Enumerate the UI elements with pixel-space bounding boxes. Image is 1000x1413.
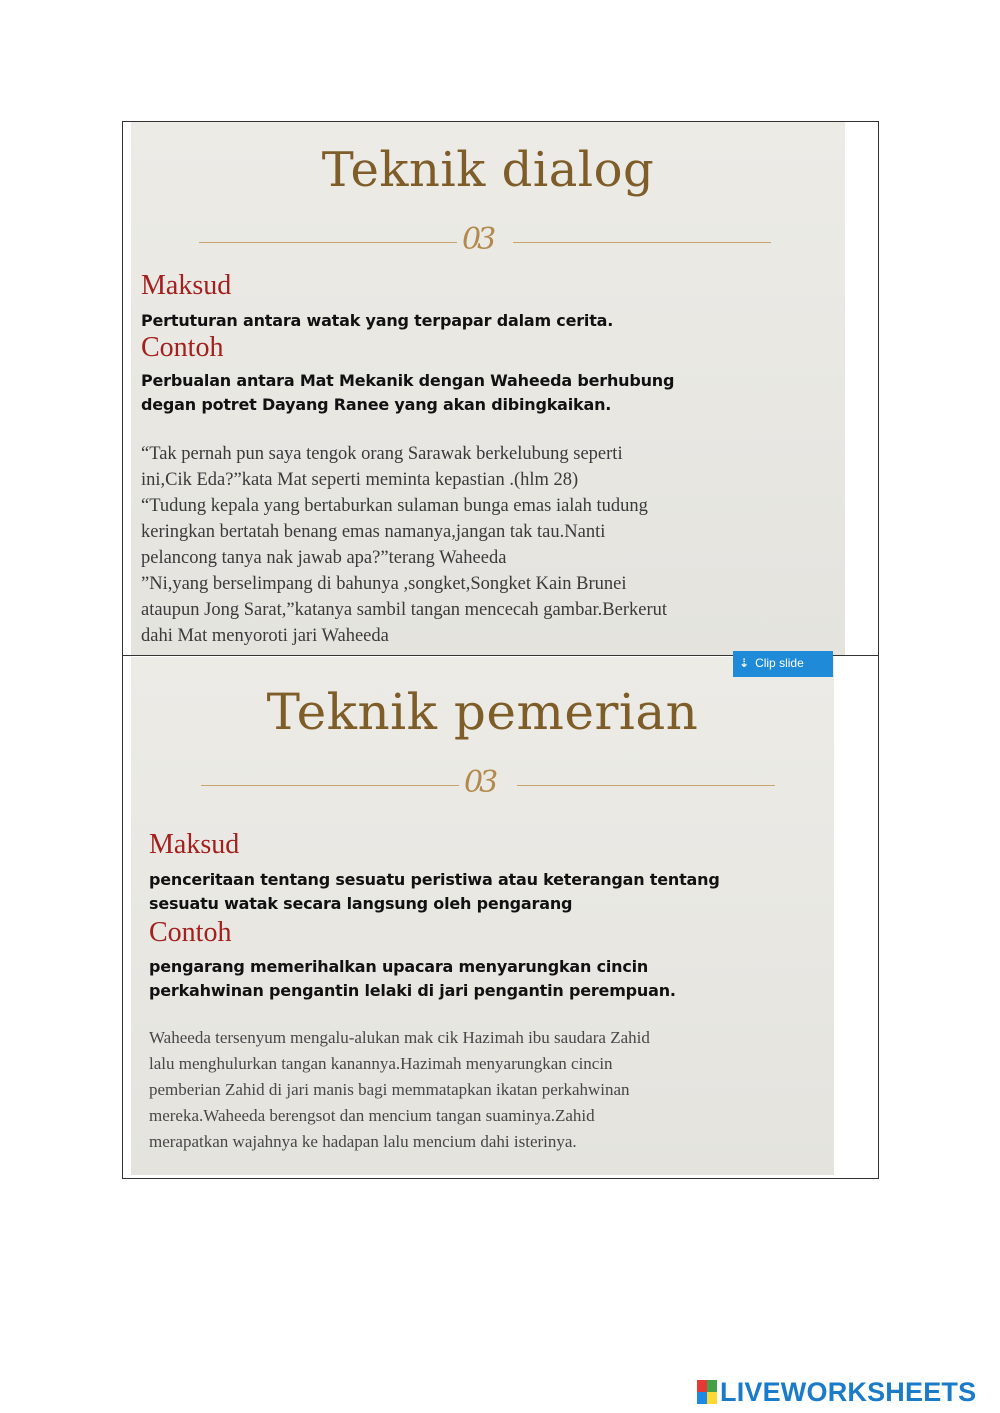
liveworksheets-logo-icon: [697, 1380, 717, 1404]
flourish-icon: 03: [464, 765, 495, 800]
contoh-heading: Contoh: [149, 917, 232, 948]
contoh-heading: Contoh: [141, 332, 224, 363]
liveworksheets-brand[interactable]: [697, 1377, 976, 1407]
ornament-divider: [201, 765, 775, 801]
maksud-heading: Maksud: [141, 270, 232, 301]
maksud-text: penceritaan tentang sesuatu peristiwa atau keterangan tentang sesuatu watak secara langsung oleh pengarang: [149, 870, 720, 913]
brand-name: LIVEWORKSHEETS: [720, 1376, 977, 1407]
contoh-text: pengarang memerihalkan upacara menyarungkan cincin perkahwinan pengantin lelaki di jari pengantin perempuan.: [149, 957, 676, 1000]
flourish-icon: 03: [462, 222, 493, 257]
slide-title: Teknik dialog: [321, 142, 655, 198]
maksud-heading: Maksud: [149, 829, 240, 860]
example-quote: Waheeda tersenyum mengalu-alukan mak cik Hazimah ibu saudara Zahid lalu menghulurkan tangan kanannya.Hazimah menyarungkan cincin pemberian Zahid di jari manis bagi memmatapkan ikatan perkahwinan mereka.Waheeda berengsot dan mencium tangan suaminya.Zahid merapatkan wajahnya ke hadapan lalu mencium dahi isterinya.: [149, 1028, 650, 1151]
divider-line-right: [513, 242, 771, 243]
logo-cell-green: [707, 1380, 717, 1392]
clip-icon: ⇣: [739, 656, 750, 670]
divider-line-left: [201, 785, 459, 786]
logo-cell-red: [697, 1380, 707, 1392]
clip-slide-button[interactable]: [733, 651, 833, 677]
example-quote: “Tak pernah pun saya tengok orang Sarawak berkelubung seperti ini,Cik Eda?”kata Mat seperti meminta kepastian .(hlm 28) “Tudung kepala yang bertaburkan sulaman bunga emas ialah tudung keringkan bertatah benang emas namanya,jangan tak tau.Nanti pelancong tanya nak jawab apa?”terang Waheeda ”Ni,yang berselimpang di bahunya ,songket,Songket Kain Brunei ataupun Jong Sarat,”katanya sambil tangan mencecah gambar.Berkerut dahi Mat menyoroti jari Waheeda: [141, 444, 668, 646]
slide-title: Teknik pemerian: [266, 683, 699, 741]
divider-line-right: [517, 785, 775, 786]
logo-cell-yellow: [707, 1392, 717, 1404]
divider-line-left: [199, 242, 457, 243]
logo-cell-blue: [697, 1392, 707, 1404]
maksud-text: Pertuturan antara watak yang terpapar dalam cerita.: [141, 311, 614, 330]
slide-teknik-pemerian: [131, 657, 834, 1175]
clip-slide-label: Clip slide: [755, 656, 804, 670]
slide-teknik-dialog: [131, 122, 845, 655]
ornament-divider: [199, 222, 771, 258]
contoh-text: Perbualan antara Mat Mekanik dengan Waheeda berhubung degan potret Dayang Ranee yang akan dibingkaikan.: [141, 371, 675, 414]
